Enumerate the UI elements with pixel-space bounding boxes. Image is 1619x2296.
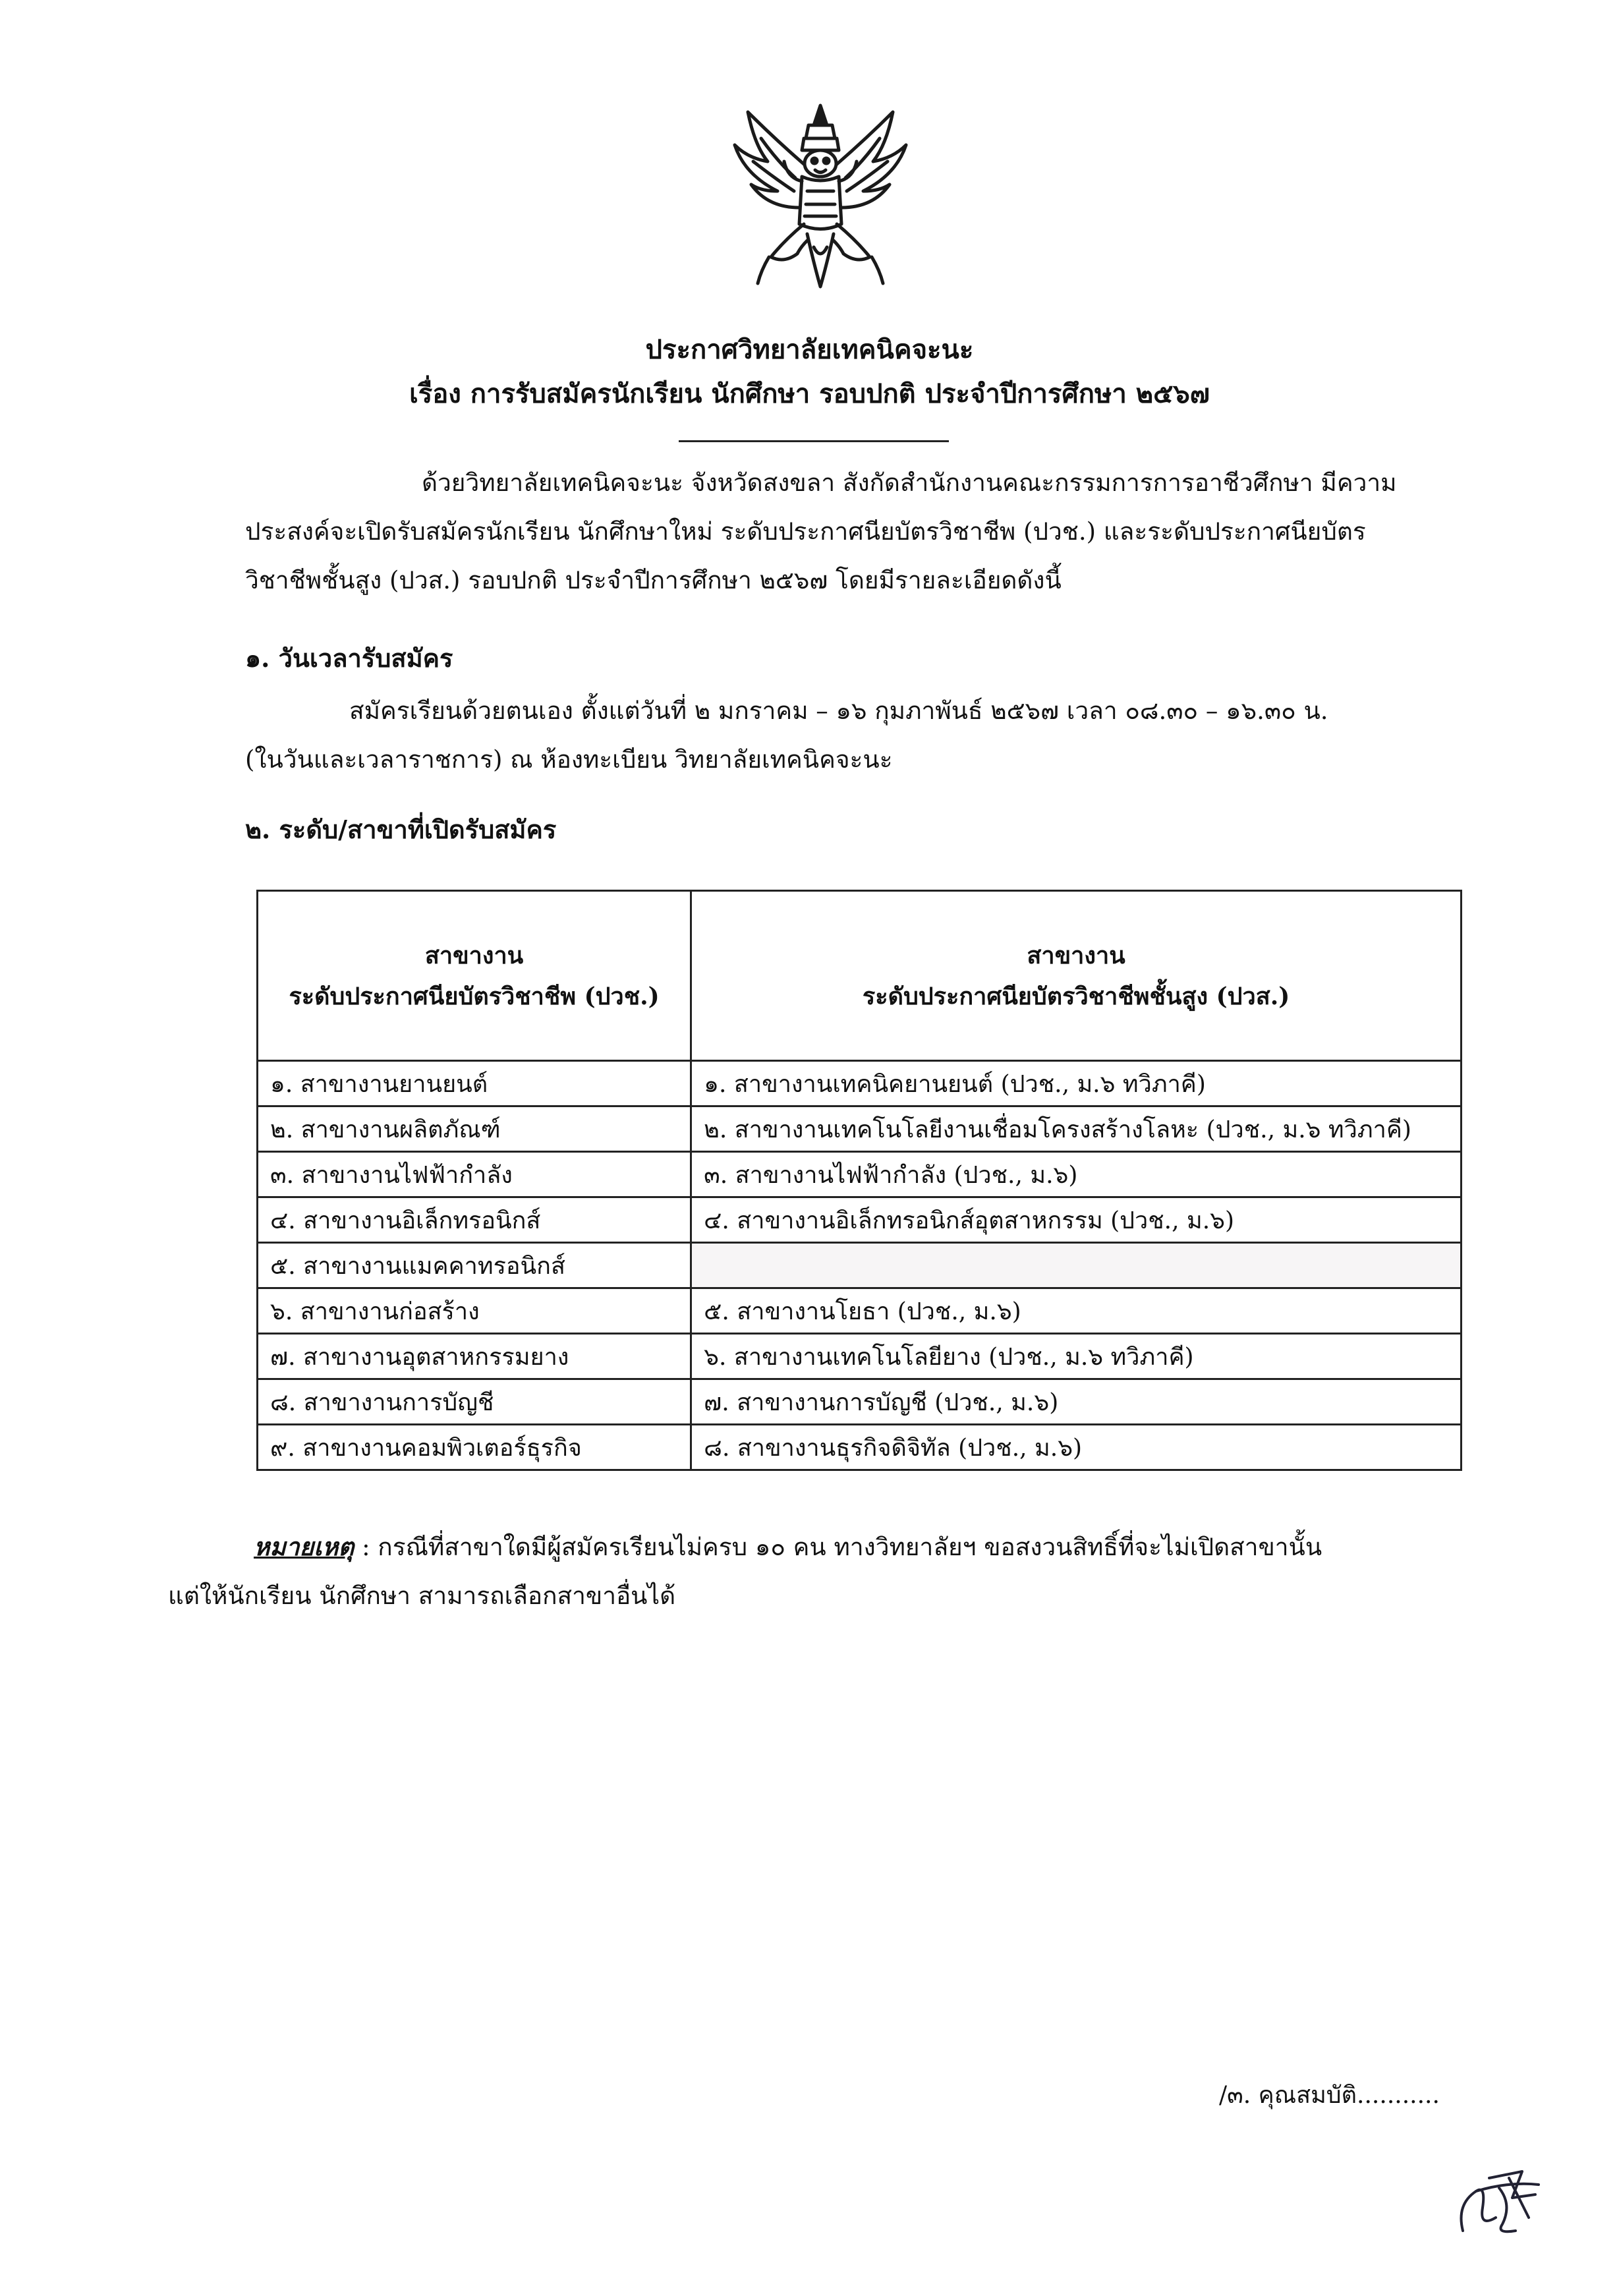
signature-icon	[1450, 2152, 1548, 2251]
pvc-program-cell: ๕. สาขางานแมคคาทรอนิกส์	[258, 1243, 691, 1288]
table-row	[258, 1197, 1462, 1243]
table-row	[258, 1379, 1462, 1425]
title-divider	[679, 440, 949, 442]
pvs-program-cell: ๘. สาขางานธุรกิจดิจิทัล (ปวช., ม.๖)	[691, 1425, 1462, 1470]
column-header-line: สาขางาน	[424, 941, 524, 969]
pvc-program-cell: ๑. สาขางานยานยนต์	[258, 1061, 691, 1106]
column-header-line: ระดับประกาศนียบัตรวิชาชีพชั้นสูง (ปวส.)	[862, 982, 1290, 1010]
table-row	[258, 1106, 1462, 1152]
announcement-title: ประกาศวิทยาลัยเทคนิคจะนะ	[645, 334, 974, 365]
note-text: : กรณีที่สาขาใดมีผู้สมัครเรียนไม่ครบ ๑๐ คน ทางวิทยาลัยฯ ขอสงวนสิทธิ์ที่จะไม่เปิดสาขานั้น	[354, 1533, 1322, 1561]
column-header-line: สาขางาน	[1027, 941, 1125, 969]
garuda-emblem-icon	[722, 99, 919, 297]
table-row	[258, 1425, 1462, 1470]
pvc-program-cell: ๘. สาขางานการบัญชี	[258, 1379, 691, 1425]
column-header-pvs	[691, 891, 1462, 1061]
note-label: หมายเหตุ	[254, 1532, 355, 1561]
table-row	[258, 1334, 1462, 1379]
table-row	[258, 1152, 1462, 1197]
pvc-program-cell: ๔. สาขางานอิเล็กทรอนิกส์	[258, 1197, 691, 1243]
section-1-line: (ในวันและเวลาราชการ) ณ ห้องทะเบียน วิทยาลัยเทคนิคจะนะ	[245, 745, 893, 774]
pvs-program-cell: ๒. สาขางานเทคโนโลยีงานเชื่อมโครงสร้างโลหะ (ปวช., ม.๖ ทวิภาคี)	[691, 1106, 1462, 1152]
pvs-program-cell: ๑. สาขางานเทคนิคยานยนต์ (ปวช., ม.๖ ทวิภาคี)	[691, 1061, 1462, 1106]
pvs-program-cell: ๓. สาขางานไฟฟ้ากำลัง (ปวช., ม.๖)	[691, 1152, 1462, 1197]
table-header-row	[258, 891, 1462, 1061]
pvc-program-cell: ๓. สาขางานไฟฟ้ากำลัง	[258, 1152, 691, 1197]
pvs-program-cell: ๗. สาขางานการบัญชี (ปวช., ม.๖)	[691, 1379, 1462, 1425]
intro-line: วิชาชีพชั้นสูง (ปวส.) รอบปกติ ประจำปีการศึกษา ๒๕๖๗ โดยมีรายละเอียดดังนี้	[245, 566, 1062, 594]
programs-table	[256, 890, 1462, 1471]
column-header-pvc	[258, 891, 691, 1061]
pvs-program-cell: ๖. สาขางานเทคโนโลยียาง (ปวช., ม.๖ ทวิภาคี)	[691, 1334, 1462, 1379]
pvs-program-cell: ๕. สาขางานโยธา (ปวช., ม.๖)	[691, 1288, 1462, 1334]
pvc-program-cell: ๖. สาขางานก่อสร้าง	[258, 1288, 691, 1334]
note-line	[254, 1528, 1322, 1566]
section-1-heading: ๑. วันเวลารับสมัคร	[245, 643, 453, 673]
pvc-program-cell: ๗. สาขางานอุตสาหกรรมยาง	[258, 1334, 691, 1379]
section-2-heading: ๒. ระดับ/สาขาที่เปิดรับสมัคร	[245, 815, 557, 844]
table-row	[258, 1288, 1462, 1334]
table-row	[258, 1061, 1462, 1106]
pvc-program-cell: ๒. สาขางานผลิตภัณฑ์	[258, 1106, 691, 1152]
table-row	[258, 1243, 1462, 1288]
announcement-subject: เรื่อง การรับสมัครนักเรียน นักศึกษา รอบปกติ ประจำปีการศึกษา ๒๕๖๗	[409, 378, 1210, 409]
section-1-line: สมัครเรียนด้วยตนเอง ตั้งแต่วันที่ ๒ มกราคม – ๑๖ กุมภาพันธ์ ๒๕๖๗ เวลา ๐๘.๓๐ – ๑๖.๓๐ น.	[349, 697, 1328, 725]
pvs-program-cell-empty	[691, 1243, 1462, 1288]
column-header-line: ระดับประกาศนียบัตรวิชาชีพ (ปวช.)	[289, 982, 660, 1010]
pvc-program-cell: ๙. สาขางานคอมพิวเตอร์ธุรกิจ	[258, 1425, 691, 1470]
intro-line: ประสงค์จะเปิดรับสมัครนักเรียน นักศึกษาใหม่ ระดับประกาศนียบัตรวิชาชีพ (ปวช.) และระดับประกาศนียบัตร	[245, 517, 1366, 546]
intro-line: ด้วยวิทยาลัยเทคนิคจะนะ จังหวัดสงขลา สังกัดสำนักงานคณะกรรมการการอาชีวศึกษา มีความ	[422, 469, 1397, 497]
page-continuation: /๓. คุณสมบัติ...........	[1219, 2082, 1440, 2109]
pvs-program-cell: ๔. สาขางานอิเล็กทรอนิกส์อุตสาหกรรม (ปวช., ม.๖)	[691, 1197, 1462, 1243]
note-line: แต่ให้นักเรียน นักศึกษา สามารถเลือกสาขาอื่นได้	[168, 1582, 676, 1610]
